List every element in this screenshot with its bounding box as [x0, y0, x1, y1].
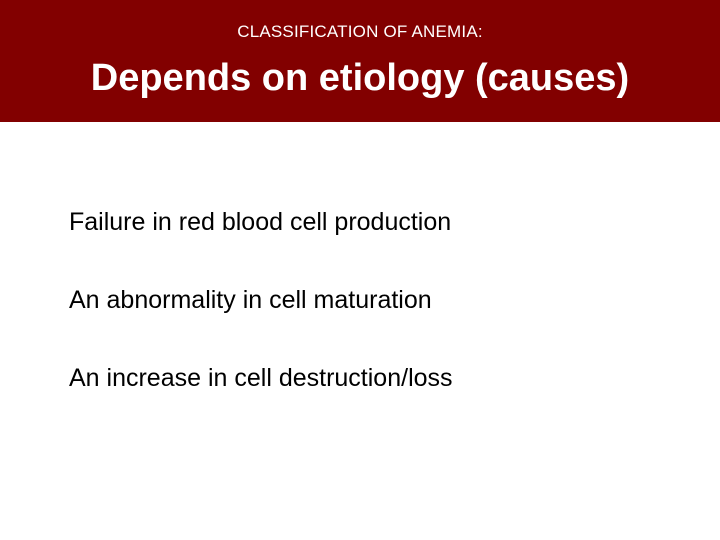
slide-supertitle: CLASSIFICATION OF ANEMIA: — [237, 22, 483, 41]
cause-item-production-failure: Failure in red blood cell production — [69, 208, 452, 236]
cause-item-maturation-abnormality: An abnormality in cell maturation — [69, 286, 432, 314]
cause-list — [69, 203, 453, 437]
title-banner — [0, 0, 720, 122]
slide-title: Depends on etiology (causes) — [90, 57, 630, 99]
cause-item-destruction-loss: An increase in cell destruction/loss — [69, 364, 453, 392]
